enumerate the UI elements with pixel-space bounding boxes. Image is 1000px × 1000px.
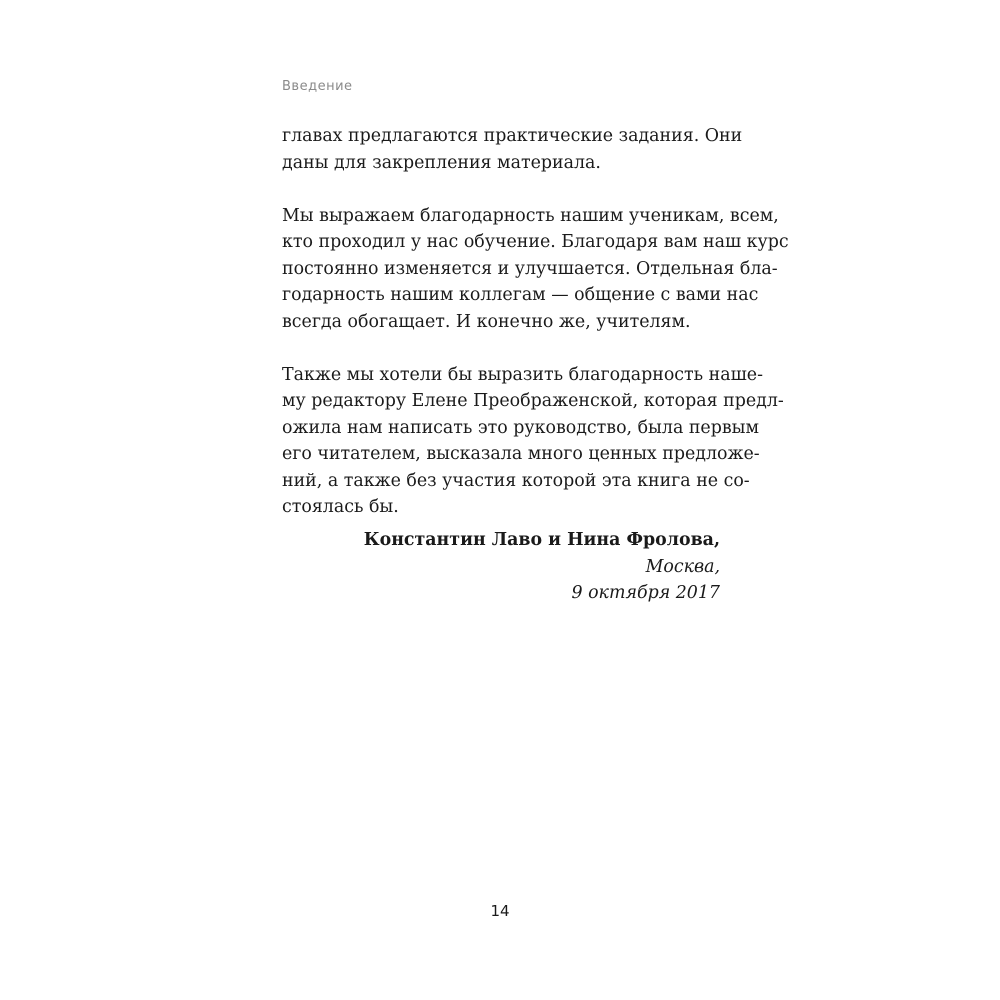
signature-authors: Константин Лаво и Нина Фролова, <box>363 530 720 550</box>
text-line: Мы выражаем благодарность нашим ученикам, всем, <box>282 205 779 226</box>
paragraph <box>282 123 743 176</box>
paragraph-gap <box>282 335 722 362</box>
text-line: му редактору Елене Преображенской, которая предл- <box>282 391 784 411</box>
running-head: Введение <box>282 79 353 94</box>
text-line: ожила нам написать это руководство, была первым <box>282 417 760 438</box>
text-line: постоянно изменяется и улучшается. Отдельная бла- <box>282 258 778 279</box>
text-line: главах предлагаются практические задания. Они <box>282 126 743 146</box>
text-line: стоялась бы. <box>282 497 399 517</box>
text-line: его читателем, высказала много ценных предложе- <box>282 444 760 464</box>
text-line: годарность нашим коллегам — общение с вами нас <box>282 285 759 305</box>
signature-block <box>282 527 720 607</box>
text-line: ний, а также без участия которой эта книга не со- <box>282 470 750 491</box>
text-line: даны для закрепления материала. <box>282 152 601 173</box>
paragraph <box>282 362 784 521</box>
body-text <box>282 123 789 521</box>
text-line: Также мы хотели бы выразить благодарность наше- <box>282 364 763 385</box>
paragraph-gap <box>282 176 722 203</box>
signature-date: 9 октября 2017 <box>571 583 720 603</box>
signature-city: Москва, <box>645 556 720 577</box>
paragraph <box>282 203 789 336</box>
page-number: 14 <box>490 902 510 920</box>
text-line: всегда обогащает. И конечно же, учителям. <box>282 311 691 332</box>
text-line: кто проходил у нас обучение. Благодаря вам наш курс <box>282 232 789 252</box>
